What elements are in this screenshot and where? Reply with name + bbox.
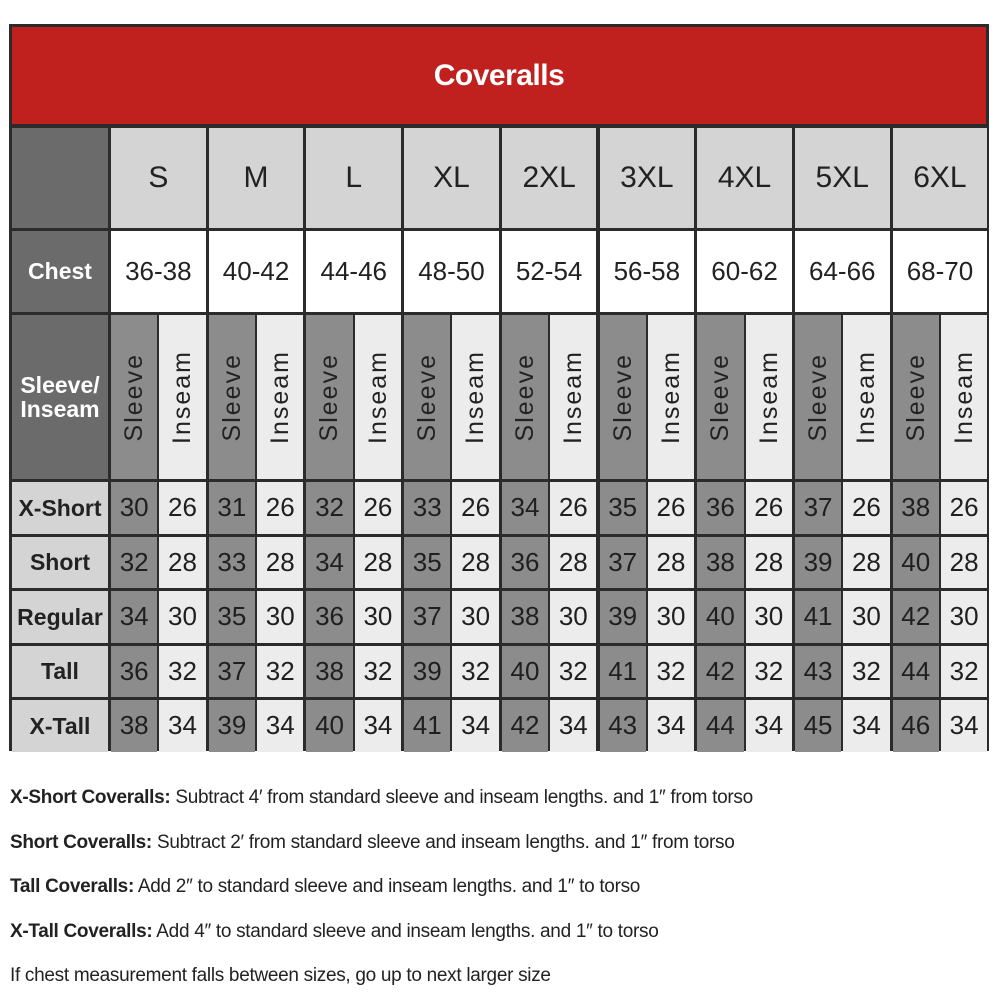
size-notes [10, 776, 990, 999]
sleeve-value: 38 [697, 537, 743, 589]
inseam-value: 28 [452, 537, 498, 589]
sleeve-subheader [111, 315, 157, 479]
note-line [10, 821, 990, 866]
inseam-value: 34 [843, 700, 889, 752]
sleeve-value: 38 [502, 591, 548, 643]
inseam-value: 30 [550, 591, 596, 643]
sleeve-label: Sleeve [901, 352, 930, 442]
size-header-s: S [111, 128, 206, 228]
inseam-value: 32 [550, 646, 596, 698]
inseam-subheader [941, 315, 987, 479]
size-header-xl: XL [404, 128, 499, 228]
row-label-short: Short [12, 537, 108, 589]
inseam-subheader [159, 315, 205, 479]
chest-label: Chest [12, 231, 108, 312]
inseam-value: 30 [746, 591, 792, 643]
sleeve-value: 40 [893, 537, 939, 589]
row-label-x-short: X-Short [12, 482, 108, 534]
inseam-label: Inseam [363, 350, 392, 444]
inseam-value: 28 [550, 537, 596, 589]
sleeve-value: 41 [600, 646, 646, 698]
note-heading: Tall Coveralls: [10, 876, 134, 897]
sleeve-value: 44 [893, 646, 939, 698]
sleeve-subheader [306, 315, 352, 479]
size-header-3xl: 3XL [600, 128, 695, 228]
sleeve-value: 43 [600, 700, 646, 752]
inseam-value: 32 [746, 646, 792, 698]
inseam-subheader [452, 315, 498, 479]
inseam-value: 32 [355, 646, 401, 698]
inseam-value: 28 [746, 537, 792, 589]
inseam-value: 34 [257, 700, 303, 752]
chest-value: 60-62 [697, 231, 792, 312]
inseam-subheader [746, 315, 792, 479]
inseam-value: 30 [941, 591, 987, 643]
inseam-value: 30 [159, 591, 205, 643]
inseam-label: Inseam [168, 350, 197, 444]
sleeve-value: 33 [404, 482, 450, 534]
size-header-5xl: 5XL [795, 128, 890, 228]
sleeve-value: 37 [600, 537, 646, 589]
inseam-value: 30 [843, 591, 889, 643]
inseam-value: 26 [257, 482, 303, 534]
sleeve-subheader [893, 315, 939, 479]
inseam-label: Inseam [852, 350, 881, 444]
sleeve-value: 37 [209, 646, 255, 698]
sleeve-value: 35 [600, 482, 646, 534]
inseam-value: 26 [843, 482, 889, 534]
inseam-value: 28 [648, 537, 694, 589]
note-line [10, 910, 990, 955]
size-header-l: L [306, 128, 401, 228]
inseam-value: 34 [159, 700, 205, 752]
sleeve-value: 39 [209, 700, 255, 752]
size-header-4xl: 4XL [697, 128, 792, 228]
size-header-2xl: 2XL [502, 128, 597, 228]
inseam-value: 34 [941, 700, 987, 752]
inseam-value: 30 [355, 591, 401, 643]
sleeve-value: 33 [209, 537, 255, 589]
sleeve-value: 31 [209, 482, 255, 534]
sleeve-value: 41 [795, 591, 841, 643]
chest-value: 44-46 [306, 231, 401, 312]
inseam-value: 32 [941, 646, 987, 698]
sleeve-label: Sleeve [120, 352, 149, 442]
row-label-x-tall: X-Tall [12, 700, 108, 752]
sleeve-value: 36 [306, 591, 352, 643]
inseam-label: Inseam [949, 350, 978, 444]
sleeve-label: Sleeve [217, 352, 246, 442]
note-heading: Short Coveralls: [10, 831, 152, 853]
size-header-m: M [209, 128, 304, 228]
inseam-value: 34 [746, 700, 792, 752]
sleeve-value: 40 [502, 646, 548, 698]
inseam-value: 26 [941, 482, 987, 534]
note-line [10, 865, 990, 910]
sleeve-value: 34 [111, 591, 157, 643]
inseam-label: Inseam [754, 350, 783, 444]
sleeve-subheader [697, 315, 743, 479]
inseam-subheader [355, 315, 401, 479]
sleeve-subheader [209, 315, 255, 479]
chest-value: 48-50 [404, 231, 499, 312]
sleeve-value: 32 [111, 537, 157, 589]
table-title: Coveralls [12, 27, 986, 124]
sleeve-value: 36 [111, 646, 157, 698]
sleeve-value: 34 [306, 537, 352, 589]
inseam-value: 30 [648, 591, 694, 643]
note-text: If chest measurement falls between sizes, go up to next larger size [10, 965, 551, 986]
corner-cell [12, 128, 108, 228]
sleeve-subheader [795, 315, 841, 479]
sleeve-value: 30 [111, 482, 157, 534]
sleeve-value: 39 [795, 537, 841, 589]
sleeve-label: Sleeve [510, 352, 539, 442]
chest-value: 40-42 [209, 231, 304, 312]
sleeve-label: Sleeve [608, 352, 637, 442]
sleeve-inseam-label: Sleeve/ Inseam [12, 315, 108, 479]
inseam-subheader [843, 315, 889, 479]
sleeve-label: Sleeve [803, 352, 832, 442]
size-chart-table [9, 24, 989, 751]
sleeve-value: 38 [893, 482, 939, 534]
sleeve-value: 36 [697, 482, 743, 534]
sleeve-label: Sleeve [706, 352, 735, 442]
inseam-subheader [648, 315, 694, 479]
sleeve-value: 40 [697, 591, 743, 643]
inseam-subheader [257, 315, 303, 479]
inseam-value: 32 [648, 646, 694, 698]
sleeve-value: 37 [795, 482, 841, 534]
inseam-value: 30 [257, 591, 303, 643]
inseam-value: 28 [257, 537, 303, 589]
sleeve-value: 42 [893, 591, 939, 643]
inseam-value: 28 [355, 537, 401, 589]
sleeve-value: 43 [795, 646, 841, 698]
sleeve-value: 41 [404, 700, 450, 752]
sleeve-value: 45 [795, 700, 841, 752]
inseam-value: 26 [746, 482, 792, 534]
sleeve-value: 39 [600, 591, 646, 643]
sleeve-value: 36 [502, 537, 548, 589]
sleeve-value: 38 [306, 646, 352, 698]
inseam-value: 34 [452, 700, 498, 752]
inseam-label: Inseam [559, 350, 588, 444]
note-text: Add 4″ to standard sleeve and inseam lengths. and 1″ to torso [152, 920, 659, 942]
inseam-label: Inseam [461, 350, 490, 444]
row-label-regular: Regular [12, 591, 108, 643]
row-label-tall: Tall [12, 646, 108, 698]
sleeve-subheader [404, 315, 450, 479]
size-header-6xl: 6XL [893, 128, 988, 228]
sleeve-value: 40 [306, 700, 352, 752]
inseam-value: 32 [159, 646, 205, 698]
chest-value: 56-58 [600, 231, 695, 312]
inseam-value: 34 [550, 700, 596, 752]
inseam-value: 26 [355, 482, 401, 534]
chest-value: 52-54 [502, 231, 597, 312]
sleeve-label: Sleeve [315, 352, 344, 442]
sleeve-value: 42 [697, 646, 743, 698]
inseam-value: 28 [159, 537, 205, 589]
inseam-value: 26 [159, 482, 205, 534]
sleeve-value: 44 [697, 700, 743, 752]
chest-value: 36-38 [111, 231, 206, 312]
sleeve-subheader [502, 315, 548, 479]
sleeve-value: 37 [404, 591, 450, 643]
note-heading: X-Tall Coveralls: [10, 920, 153, 942]
sleeve-label: Sleeve [413, 352, 442, 442]
sleeve-value: 35 [209, 591, 255, 643]
sleeve-value: 39 [404, 646, 450, 698]
inseam-value: 28 [941, 537, 987, 589]
note-line [10, 954, 990, 999]
sleeve-value: 46 [893, 700, 939, 752]
sleeve-value: 32 [306, 482, 352, 534]
note-text: Subtract 4′ from standard sleeve and inseam lengths. and 1″ from torso [170, 787, 753, 808]
inseam-value: 30 [452, 591, 498, 643]
sleeve-subheader [600, 315, 646, 479]
inseam-label: Inseam [656, 350, 685, 444]
inseam-value: 32 [843, 646, 889, 698]
sleeve-value: 38 [111, 700, 157, 752]
note-text: Subtract 2′ from standard sleeve and inseam lengths. and 1″ from torso [151, 831, 735, 853]
inseam-label: Inseam [266, 350, 295, 444]
inseam-value: 34 [355, 700, 401, 752]
chest-value: 68-70 [893, 231, 988, 312]
inseam-value: 26 [550, 482, 596, 534]
note-text: Add 2″ to standard sleeve and inseam lengths. and 1″ to torso [133, 876, 641, 897]
inseam-subheader [550, 315, 596, 479]
sleeve-value: 42 [502, 700, 548, 752]
sleeve-value: 35 [404, 537, 450, 589]
inseam-value: 26 [452, 482, 498, 534]
inseam-value: 34 [648, 700, 694, 752]
note-line [10, 776, 990, 821]
chest-value: 64-66 [795, 231, 890, 312]
inseam-value: 26 [648, 482, 694, 534]
note-heading: X-Short Coveralls: [10, 787, 171, 808]
inseam-value: 28 [843, 537, 889, 589]
sleeve-value: 34 [502, 482, 548, 534]
inseam-value: 32 [452, 646, 498, 698]
inseam-value: 32 [257, 646, 303, 698]
